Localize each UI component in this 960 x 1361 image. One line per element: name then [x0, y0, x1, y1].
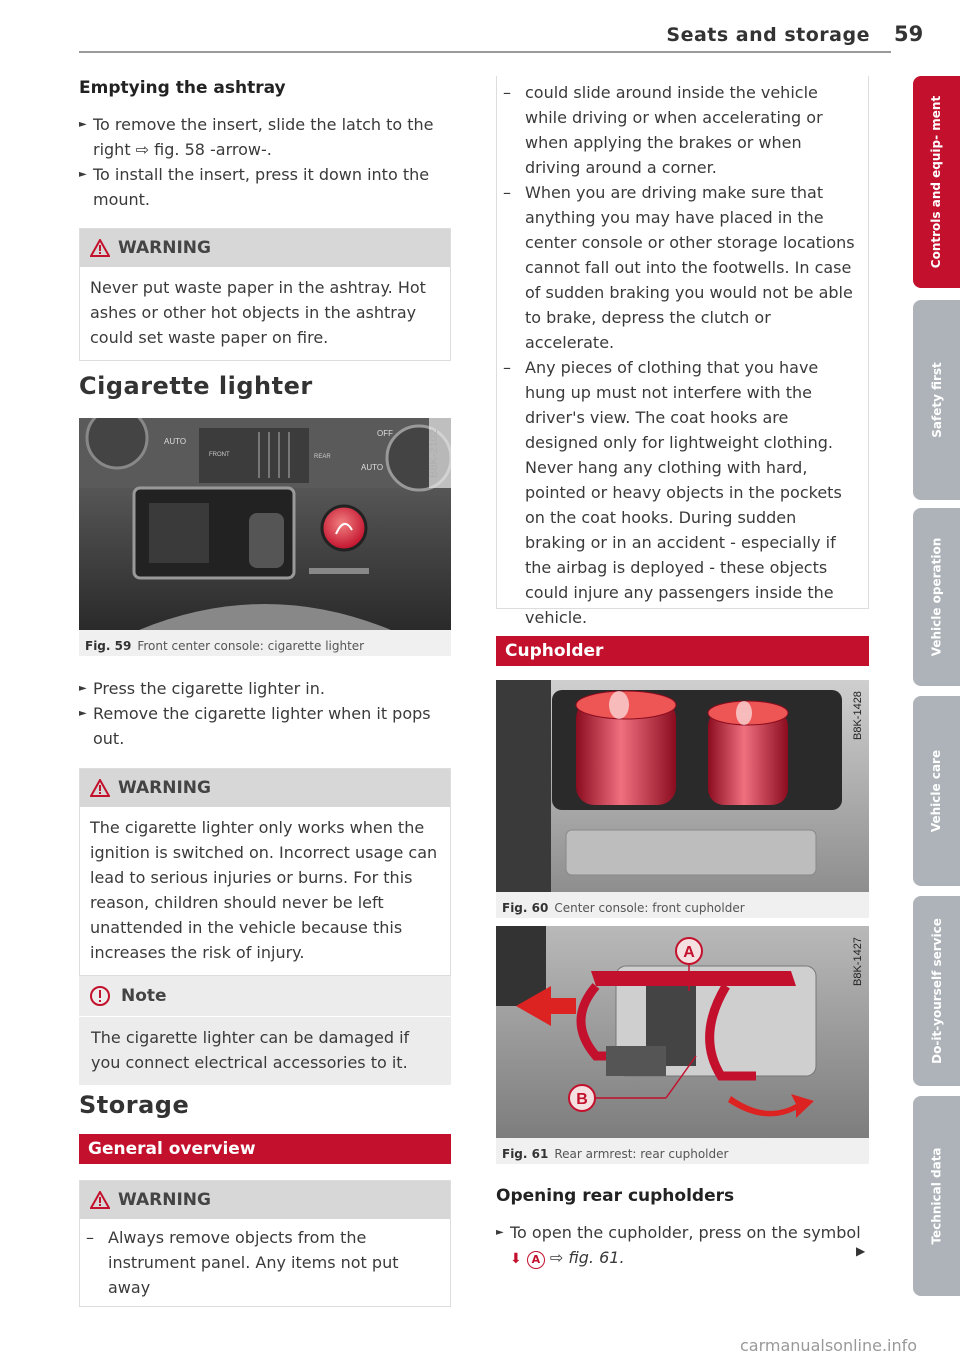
- opening-step-ref-line: [496, 1245, 869, 1272]
- panel-label-rear: REAR: [314, 454, 331, 460]
- warning-continued-text: [497, 80, 856, 180]
- opening-rear-cupholders-heading: Opening rear cupholders: [496, 1186, 735, 1206]
- marker-a-icon: A: [527, 1251, 545, 1269]
- warning-title: WARNING: [118, 1190, 211, 1210]
- footer-watermark: carmanualsonline.info: [740, 1336, 918, 1355]
- opening-steps: [496, 1220, 869, 1272]
- continue-arrow-icon: ▶: [856, 1244, 866, 1258]
- figure-59-caption: [79, 634, 451, 658]
- page-number: 59: [894, 22, 924, 46]
- emptying-step-1: ► To remove the insert, slide the latch to the right ⇨ fig. 58 -arrow-.: [79, 112, 451, 162]
- warning-triangle-icon: [90, 239, 110, 257]
- figure-caption-text: Front center console: cigarette lighter: [137, 639, 365, 653]
- tab-label: Safety first: [929, 362, 944, 438]
- tab-label: Vehicle care: [929, 749, 944, 833]
- figure-label: Fig. 60: [502, 901, 549, 915]
- info-circle-icon: [89, 985, 111, 1007]
- figure-reference: ⇨ fig. 61.: [549, 1248, 625, 1267]
- figure-59: [79, 418, 451, 656]
- panel-label-off: OFF: [377, 429, 393, 438]
- panel-label-front: FRONT: [209, 452, 230, 458]
- opening-step: ► To open the cupholder, press on the symbol: [496, 1220, 869, 1245]
- tab-vehicle-operation[interactable]: [913, 508, 960, 686]
- warning-continued-span: could slide around inside the vehicle while driving or when accelerating or when applying the brakes or when driving around a corner.: [525, 83, 823, 177]
- warning-dash-2: – When you are driving make sure that anything you may have placed in the center console or other storage locations cannot fall out into the footwells. In case of sudden braking you would not be able to brake, depress the clutch or accelerate.: [497, 180, 856, 355]
- front-cupholder-photo: [496, 680, 869, 892]
- cigarette-lighter-photo: [79, 418, 451, 630]
- emptying-step-2: ► To install the insert, press it down into the mount.: [79, 162, 451, 212]
- cigarette-lighter-heading: Cigarette lighter: [79, 372, 313, 400]
- rear-cupholder-photo: [496, 926, 869, 1138]
- cupholder-bar: Cupholder: [496, 636, 869, 666]
- figure-61: [496, 926, 869, 1164]
- figure-caption-text: Center console: front cupholder: [554, 901, 745, 915]
- note-box: [79, 976, 451, 1085]
- figure-caption-text: Rear armrest: rear cupholder: [554, 1147, 729, 1161]
- general-overview-bar: General overview: [79, 1134, 451, 1164]
- note-title: Note: [121, 986, 167, 1006]
- tab-technical-data[interactable]: [913, 1096, 960, 1296]
- note-text: The cigarette lighter can be damaged if you connect electrical accessories to it.: [91, 1028, 410, 1072]
- figure-60: [496, 680, 869, 918]
- warning-header: [80, 1181, 450, 1219]
- warning-box-ashtray: [79, 228, 451, 361]
- warning-triangle-icon: [90, 779, 110, 797]
- lighter-step-1: ► Press the cigarette lighter in.: [79, 676, 451, 701]
- figure-code: B8K-1427: [852, 937, 864, 986]
- warning-box-lighter: [79, 768, 451, 976]
- figure-61-caption: [496, 1142, 869, 1166]
- warning-text: Never put waste paper in the ashtray. Hot ashes or other hot objects in the ashtray could set waste paper on fire.: [90, 278, 426, 347]
- header-rule: [79, 51, 891, 53]
- tab-safety-first[interactable]: [913, 300, 960, 500]
- tab-vehicle-care[interactable]: [913, 696, 960, 886]
- warning-text: The cigarette lighter only works when the ignition is switched on. Incorrect usage can lead to serious injuries or burns. For this reason, children should never be left unattended in the vehicle because this increases the risk of injury.: [90, 818, 438, 962]
- tab-label: Vehicle operation: [929, 537, 944, 657]
- tab-label: Technical data: [929, 1147, 944, 1245]
- warning-header: [80, 769, 450, 807]
- tab-do-it-yourself-service[interactable]: [913, 896, 960, 1086]
- warning-title: WARNING: [118, 238, 211, 258]
- marker-b-label: B: [576, 1091, 588, 1108]
- warning-box-storage: [79, 1180, 451, 1307]
- emptying-steps: [79, 112, 451, 212]
- storage-heading: Storage: [79, 1091, 190, 1119]
- warning-title: WARNING: [118, 778, 211, 798]
- panel-label-auto-right: AUTO: [361, 463, 384, 472]
- tab-label: Do-it-yourself service: [929, 918, 944, 1064]
- tab-label: Controls and equip- ment: [929, 95, 944, 269]
- note-header: [79, 976, 451, 1017]
- figure-label: Fig. 61: [502, 1147, 549, 1161]
- warning-box-continued: [496, 76, 869, 627]
- cup-symbol-icon: ⬇︎: [510, 1251, 522, 1267]
- tab-controls-and-equipment[interactable]: [913, 76, 960, 288]
- figure-code: B8K-1428: [852, 691, 864, 740]
- marker-a-label: A: [683, 944, 695, 961]
- figure-60-caption: [496, 896, 869, 920]
- warning-dash-1: – Always remove objects from the instrument panel. Any items not put away: [80, 1225, 440, 1300]
- warning-dash-3: – Any pieces of clothing that you have hung up must not interfere with the driver's view. The coat hooks are designed only for lightweight clothing. Never hang any clothing with hard, pointed or heavy objects in the pockets on the coat hooks. During sudden braking or in an accident - especially if the airbag is deployed - these objects could injure any passengers inside the vehicle.: [497, 355, 856, 630]
- running-header-title: Seats and storage: [666, 24, 870, 46]
- lighter-steps: [79, 676, 451, 751]
- warning-triangle-icon: [90, 1191, 110, 1209]
- lighter-step-2: ► Remove the cigarette lighter when it pops out.: [79, 701, 451, 751]
- warning-header: [80, 229, 450, 267]
- emptying-ashtray-heading: Emptying the ashtray: [79, 78, 286, 98]
- panel-label-auto-left: AUTO: [164, 437, 187, 446]
- figure-label: Fig. 59: [85, 639, 132, 653]
